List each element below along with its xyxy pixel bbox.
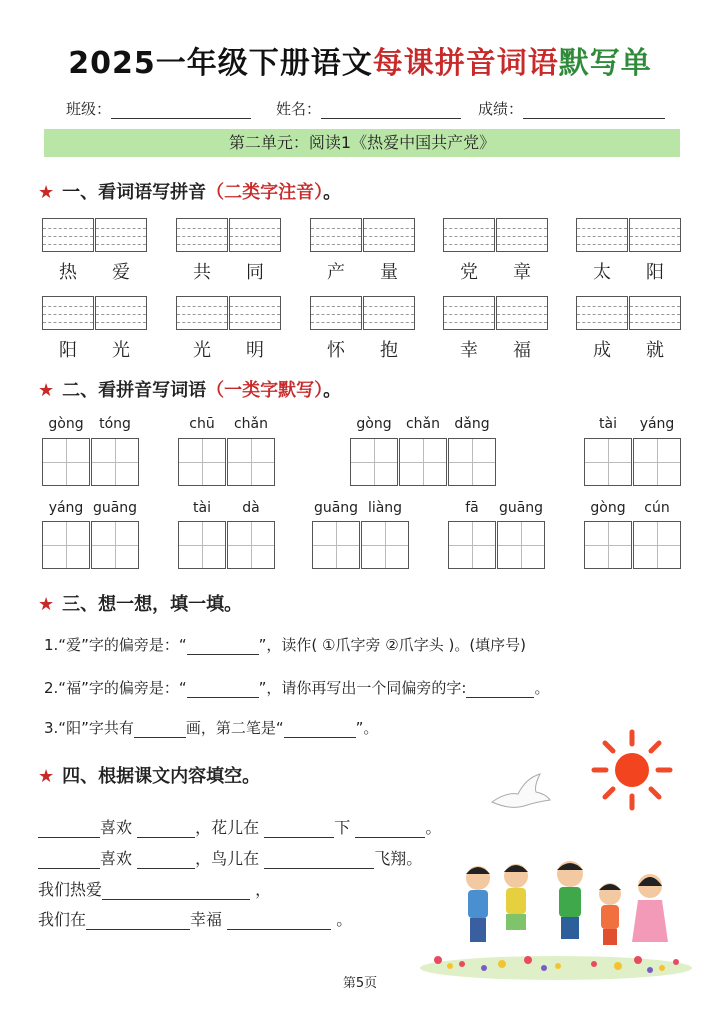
pinyin-label: chū xyxy=(189,416,215,432)
pinyin-label: guāng xyxy=(92,500,138,516)
writing-grid[interactable] xyxy=(448,521,496,569)
fill-blank[interactable] xyxy=(355,821,425,838)
pinyin-label: gòng xyxy=(48,416,84,432)
sun-icon xyxy=(590,728,674,812)
hanzi-char: 光 xyxy=(193,340,211,361)
fill-blank[interactable] xyxy=(137,852,195,869)
writing-grid[interactable] xyxy=(178,438,226,486)
writing-grid[interactable] xyxy=(448,438,496,486)
section1-heading: ★ 一、看词语写拼音（二类字注音）。 xyxy=(38,182,342,203)
writing-grid[interactable] xyxy=(227,521,275,569)
pinyin-box[interactable] xyxy=(176,296,228,330)
hanzi-char: 热 xyxy=(59,262,77,283)
fill-blank[interactable] xyxy=(38,852,100,869)
fill-blank[interactable] xyxy=(264,821,334,838)
class-input[interactable] xyxy=(111,102,251,119)
score-input[interactable] xyxy=(523,102,665,119)
fill-line-2: 喜欢 ，鸟儿在 飞翔。 xyxy=(38,846,422,869)
pinyin-box[interactable] xyxy=(42,296,94,330)
fill-line-4: 我们在 幸福 。 xyxy=(38,910,353,929)
unit-banner: 第二单元：阅读1《热爱中国共产党》 xyxy=(44,129,680,157)
fill-blank[interactable] xyxy=(264,852,374,869)
dove-icon xyxy=(488,768,554,814)
q3-blank-count[interactable] xyxy=(134,721,186,738)
pinyin-label: guāng xyxy=(498,500,544,516)
pinyin-box[interactable] xyxy=(310,218,362,252)
writing-grid[interactable] xyxy=(178,521,226,569)
writing-grid[interactable] xyxy=(42,438,90,486)
pinyin-label: tóng xyxy=(99,416,131,432)
writing-grid[interactable] xyxy=(91,438,139,486)
hanzi-char: 抱 xyxy=(380,340,398,361)
writing-grid[interactable] xyxy=(399,438,447,486)
pinyin-box[interactable] xyxy=(496,218,548,252)
writing-grid[interactable] xyxy=(497,521,545,569)
hanzi-char: 明 xyxy=(246,340,264,361)
pinyin-label: yáng xyxy=(639,416,675,432)
pinyin-box[interactable] xyxy=(176,218,228,252)
hanzi-char: 共 xyxy=(193,262,211,283)
section2-heading: ★ 二、看拼音写词语（一类字默写）。 xyxy=(38,380,342,401)
writing-grid[interactable] xyxy=(227,438,275,486)
page-number: 第5页 xyxy=(342,976,378,991)
children-illustration xyxy=(418,856,694,980)
fill-line-1: 喜欢 ，花儿在 下 。 xyxy=(38,815,441,838)
pinyin-label: yáng xyxy=(48,500,84,516)
hanzi-char: 产 xyxy=(327,262,345,283)
q2-blank-char[interactable] xyxy=(466,681,534,698)
hanzi-char: 怀 xyxy=(327,340,345,361)
pinyin-box[interactable] xyxy=(576,218,628,252)
q1-blank[interactable] xyxy=(187,638,259,655)
writing-grid[interactable] xyxy=(584,438,632,486)
pinyin-box[interactable] xyxy=(42,218,94,252)
writing-grid[interactable] xyxy=(633,521,681,569)
hanzi-char: 成 xyxy=(593,340,611,361)
page-title: 2025一年级下册语文每课拼音词语默写单 xyxy=(68,46,652,81)
hanzi-char: 阳 xyxy=(646,262,664,283)
hanzi-char: 党 xyxy=(460,262,478,283)
pinyin-label: chǎn xyxy=(233,416,269,432)
pinyin-box[interactable] xyxy=(363,218,415,252)
pinyin-label: tài xyxy=(599,416,617,432)
fill-line-3: 我们热爱 ， xyxy=(38,880,272,899)
writing-grid[interactable] xyxy=(633,438,681,486)
star-icon: ★ xyxy=(38,380,55,401)
score-field: 成绩： xyxy=(478,98,665,119)
fill-blank[interactable] xyxy=(137,821,195,838)
pinyin-box[interactable] xyxy=(629,296,681,330)
writing-grid[interactable] xyxy=(350,438,398,486)
pinyin-box[interactable] xyxy=(576,296,628,330)
pinyin-label: chǎn xyxy=(405,416,441,432)
fill-blank[interactable] xyxy=(102,883,250,900)
writing-grid[interactable] xyxy=(42,521,90,569)
pinyin-label: liàng xyxy=(367,500,403,516)
hanzi-char: 太 xyxy=(593,262,611,283)
hanzi-char: 福 xyxy=(513,340,531,361)
star-icon: ★ xyxy=(38,182,55,203)
q2-blank-radical[interactable] xyxy=(187,681,259,698)
star-icon: ★ xyxy=(38,594,55,615)
section3-heading: ★ 三、想一想，填一填。 xyxy=(38,594,243,615)
pinyin-box[interactable] xyxy=(363,296,415,330)
pinyin-box[interactable] xyxy=(443,218,495,252)
hanzi-char: 光 xyxy=(112,340,130,361)
pinyin-label: dà xyxy=(242,500,260,516)
fill-blank[interactable] xyxy=(38,821,100,838)
writing-grid[interactable] xyxy=(91,521,139,569)
pinyin-box[interactable] xyxy=(229,218,281,252)
hanzi-char: 幸 xyxy=(460,340,478,361)
hanzi-char: 量 xyxy=(380,262,398,283)
fill-blank[interactable] xyxy=(227,913,331,930)
question-1: 1.“爱”字的偏旁是：“ ”，读作( ①爪字旁 ②爪字头 )。(填序号) xyxy=(44,636,527,654)
hanzi-char: 章 xyxy=(513,262,531,283)
hanzi-char: 阳 xyxy=(59,340,77,361)
pinyin-label: guāng xyxy=(313,500,359,516)
question-2: 2.“福”字的偏旁是：“ ”，请你再写出一个同偏旁的字: 。 xyxy=(44,679,550,697)
pinyin-label: fā xyxy=(465,500,479,516)
question-3: 3.“阳”字共有 画，第二笔是“ ”。 xyxy=(44,719,379,737)
pinyin-box[interactable] xyxy=(229,296,281,330)
section4-heading: ★ 四、根据课文内容填空。 xyxy=(38,766,261,787)
pinyin-label: tài xyxy=(193,500,211,516)
class-field: 班级： xyxy=(66,98,251,119)
pinyin-box[interactable] xyxy=(95,218,147,252)
star-icon: ★ xyxy=(38,766,55,787)
pinyin-box[interactable] xyxy=(629,218,681,252)
pinyin-box[interactable] xyxy=(443,296,495,330)
pinyin-box[interactable] xyxy=(496,296,548,330)
pinyin-label: gòng xyxy=(356,416,392,432)
pinyin-label: gòng xyxy=(590,500,626,516)
name-input[interactable] xyxy=(321,102,461,119)
q3-blank-stroke[interactable] xyxy=(284,721,356,738)
hanzi-char: 同 xyxy=(246,262,264,283)
name-field: 姓名： xyxy=(276,98,461,119)
hanzi-char: 就 xyxy=(646,340,664,361)
fill-blank[interactable] xyxy=(86,913,190,930)
pinyin-label: cún xyxy=(644,500,670,516)
hanzi-char: 爱 xyxy=(112,262,130,283)
pinyin-box[interactable] xyxy=(310,296,362,330)
pinyin-label: dǎng xyxy=(454,416,490,432)
pinyin-box[interactable] xyxy=(95,296,147,330)
writing-grid[interactable] xyxy=(312,521,360,569)
writing-grid[interactable] xyxy=(361,521,409,569)
writing-grid[interactable] xyxy=(584,521,632,569)
